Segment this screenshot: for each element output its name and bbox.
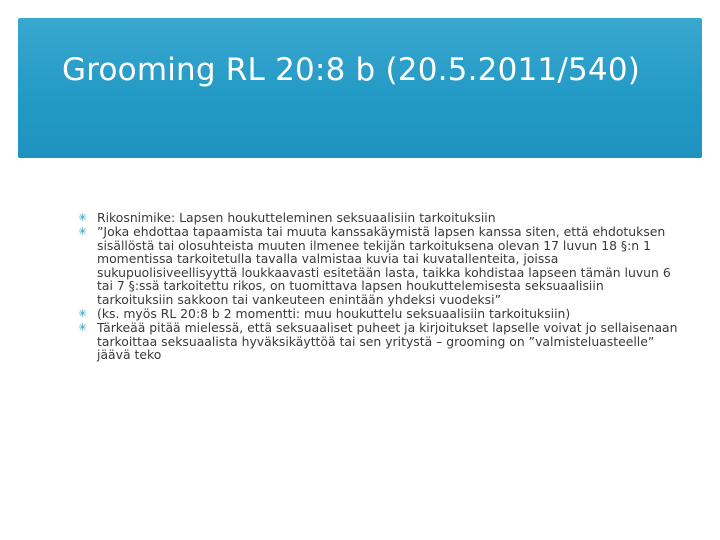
bullet-list [78,211,678,363]
asterisk-bullet-icon: ✳ [78,211,88,224]
bullet-text: Tärkeää pitää mielessä, että seksuaaliset puheet ja kirjoitukset lapselle voivat jo sellaisenaan tarkoittaa seksuaalista hyväksikäyttöä tai sen yritystä – grooming on ”valmisteluasteelle” jäävä teko [97,320,678,363]
asterisk-bullet-icon: ✳ [78,225,88,239]
bullet-item [78,211,678,225]
bullet-text: ”Joka ehdottaa tapaamista tai muuta kanssakäymistä lapsen kanssa siten, että ehdotuksen sisällöstä tai olosuhteista muuten ilmenee tekijän tarkoituksena olevan 17 luvun 18 §:n 1 momentissa tarkoitetulla tavalla valmistaa kuvia tai kuvatallenteita, joissa sukupuolisiveellisyyttä loukkaavasti esitetään lasta, taikka kohdistaa lapseen tämän luvun 6 tai 7 §:ssä tarkoitettu rikos, on tuomittava lapsen houkuttelemisesta seksuaalisiin tarkoituksiin sakkoon tai vankeuteen enintään yhdeksi vuodeksi” [97,224,671,308]
slide-title: Grooming RL 20:8 b (20.5.2011/540) [62,52,641,88]
asterisk-bullet-icon: ✳ [78,321,88,335]
asterisk-bullet-icon: ✳ [78,307,88,321]
title-banner [18,18,702,158]
bullet-item [78,321,678,362]
bullet-text: (ks. myös RL 20:8 b 2 momentti: muu houkuttelu seksuaalisiin tarkoituksiin) [97,306,571,322]
bullet-text: Rikosnimike: Lapsen houkutteleminen seksuaalisiin tarkoituksiin [97,210,496,225]
bullet-item [78,225,678,307]
bullet-item [78,307,678,321]
